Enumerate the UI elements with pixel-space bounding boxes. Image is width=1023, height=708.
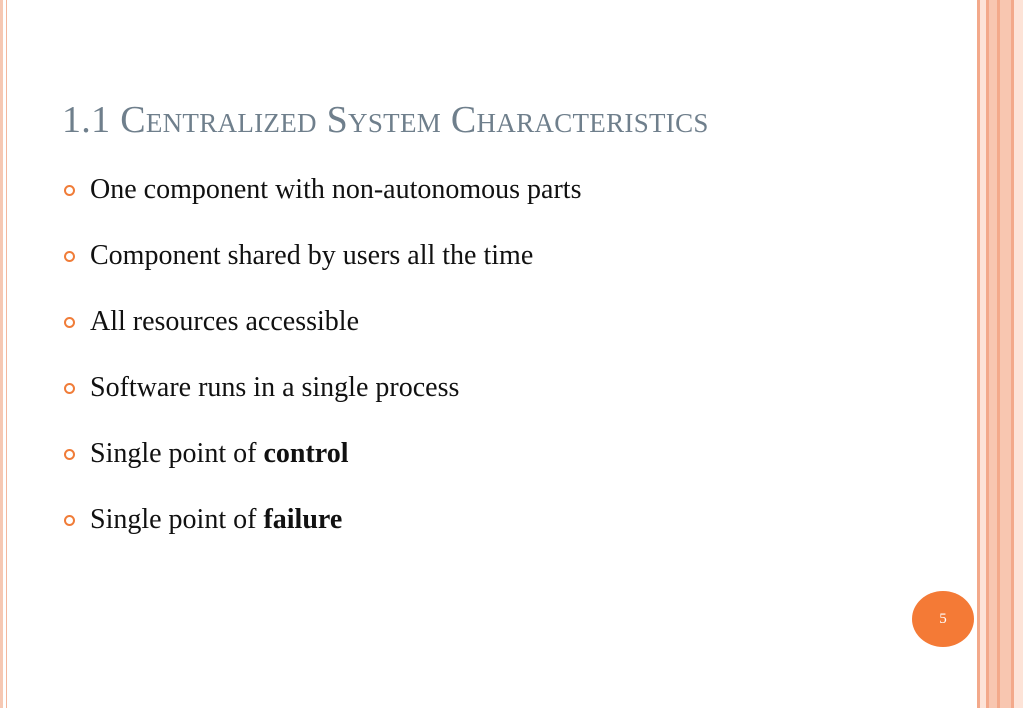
bullet-text (90, 172, 581, 208)
bullet-text-bold: control (263, 438, 349, 469)
bullet-circle-icon (64, 383, 75, 394)
bullet-text (90, 304, 359, 340)
slide-number: 5 (939, 610, 947, 627)
bullet-circle-icon (64, 515, 75, 526)
bullet-text (90, 370, 459, 406)
bullet-text (90, 238, 533, 274)
bullet-circle-icon (64, 251, 75, 262)
bullet-text-regular: Component shared by users all the time (90, 240, 534, 271)
bullet-text (90, 436, 348, 472)
bullet-circle-icon (64, 449, 75, 460)
bullet-circle-icon (64, 317, 75, 328)
right-border-stripe (989, 0, 997, 708)
right-border-stripe (1014, 0, 1023, 708)
slide-title: 1.1 Centralized System Characteristics (62, 99, 709, 141)
bullet-text-regular: Single point of (90, 438, 264, 469)
slide-number-badge (912, 591, 974, 647)
left-border-line (0, 0, 3, 708)
left-border-line-inner (6, 0, 7, 708)
bullet-circle-icon (64, 185, 75, 196)
bullet-text-regular: Software runs in a single process (90, 372, 460, 403)
bullet-text-regular: All resources accessible (90, 306, 359, 337)
bullet-text-regular: Single point of (90, 504, 264, 535)
bullet-text-bold: failure (263, 504, 343, 535)
bullet-text-regular: One component with non-autonomous parts (90, 174, 582, 205)
bullet-text (90, 502, 342, 538)
right-border-stripe (1000, 0, 1011, 708)
